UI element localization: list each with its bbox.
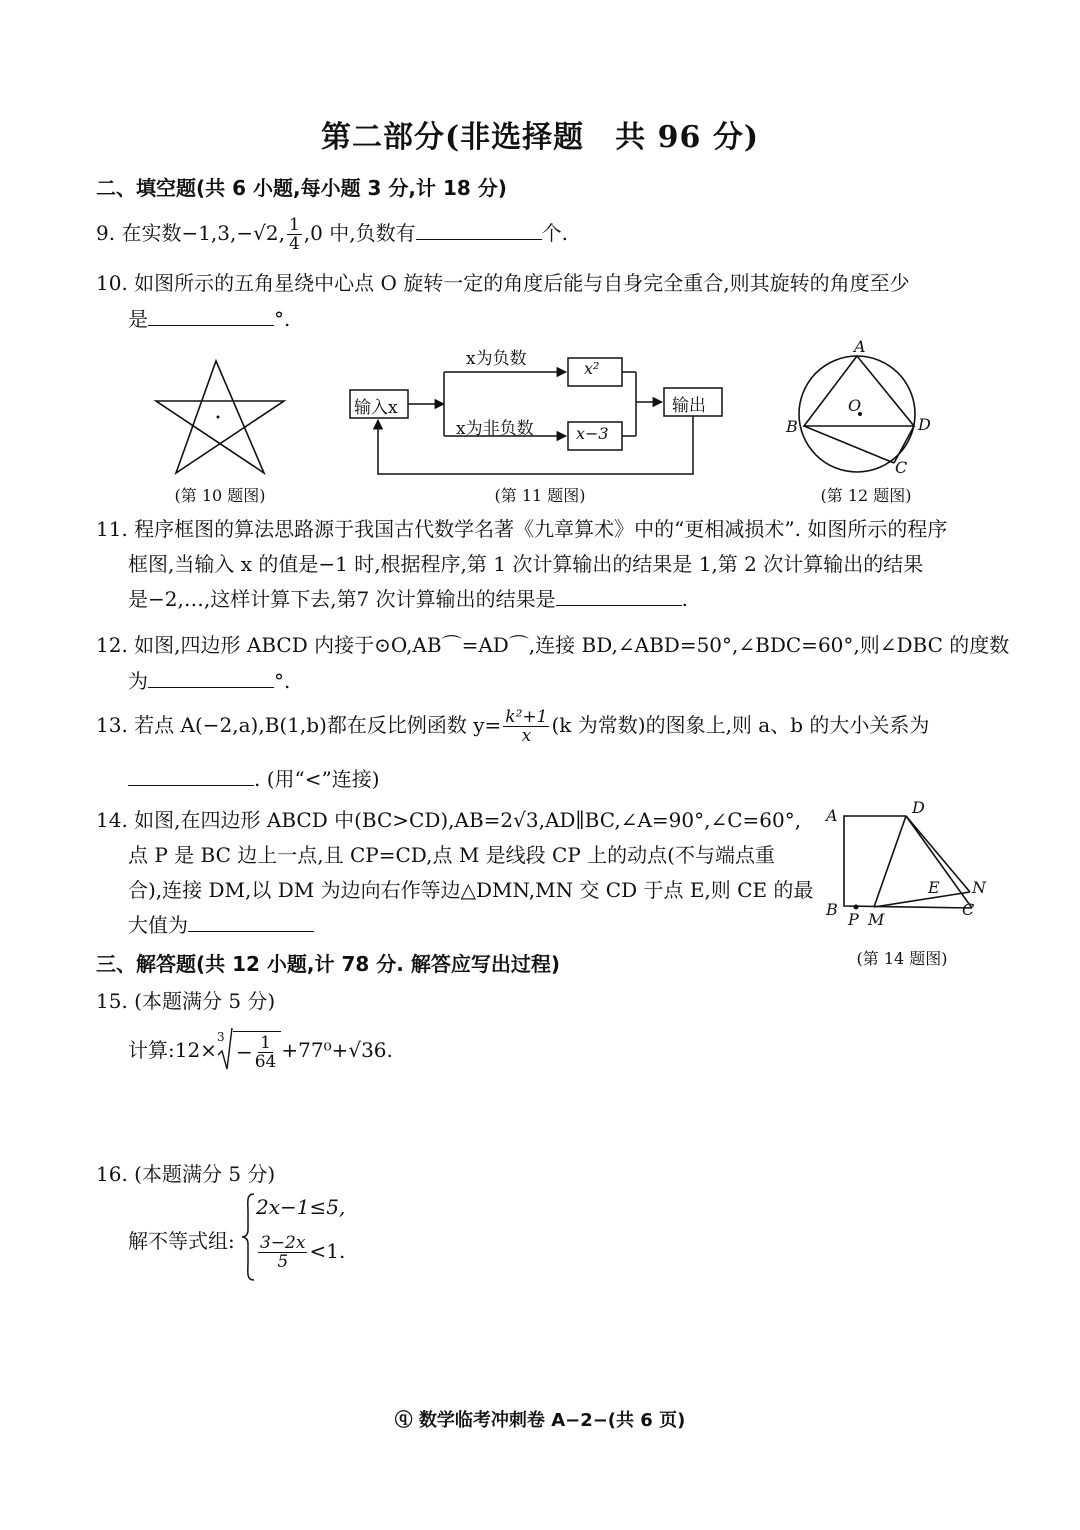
q16-fraction	[258, 1234, 307, 1271]
fc-negative-label: x为负数	[466, 349, 527, 369]
q15-fraction	[255, 1034, 277, 1071]
fig12-label-d: D	[918, 415, 931, 434]
q12-answer-blank[interactable]	[148, 665, 274, 688]
q16-inequality-1: 2x−1≤5,	[256, 1195, 346, 1219]
q13-text: 13. 若点 A(−2,a),B(1,b)都在反比例函数 y=	[96, 713, 502, 737]
fig14-label-p: P	[848, 910, 859, 929]
fig10-caption: (第 10 题图)	[174, 486, 266, 505]
fig12-label-b: B	[786, 417, 798, 436]
q13-answer-blank[interactable]	[128, 763, 254, 786]
q13-frac-num: k²+1	[505, 707, 548, 727]
question-9	[96, 216, 568, 253]
q16-inequality-2	[256, 1234, 345, 1271]
q12-line-1: 12. 如图,四边形 ABCD 内接于⊙O,AB⌒=AD⌒,连接 BD,∠ABD=50°,∠BDC=60°,则∠DBC 的度数	[96, 633, 1010, 657]
fc-minus-three-label: x−3	[576, 424, 609, 443]
q16-ineq2-post: <1.	[309, 1239, 346, 1263]
radical-icon	[217, 1027, 233, 1071]
q15-text-post: +77⁰+√36.	[281, 1038, 393, 1062]
fig12-label-a: A	[854, 337, 866, 356]
q11-line-1: 11. 程序框图的算法思路源于我国古代数学名著《九章算术》中的“更相减损术”. 如图所示的程序	[96, 517, 948, 541]
q9-answer-blank[interactable]	[416, 217, 542, 240]
fig12-label-o: O	[848, 396, 862, 415]
figure-10-star	[150, 355, 290, 480]
q9-tail: 个.	[541, 221, 568, 245]
page-title: 第二部分(非选择题 共 96 分)	[320, 120, 760, 155]
question-13	[96, 708, 929, 745]
q10-line-1: 10. 如图所示的五角星绕中心点 O 旋转一定的角度后能与自身完全重合,则其旋转的角度至少	[96, 271, 910, 295]
q14-line-4	[128, 908, 314, 942]
q16-frac-num: 3−2x	[260, 1233, 306, 1253]
q13-frac-den: x	[521, 726, 532, 746]
fig14-label-d: D	[912, 798, 925, 817]
q14-line-1: 14. 如图,在四边形 ABCD 中(BC>CD),AB=2√3,AD∥BC,∠A=90°,∠C=60°,	[96, 808, 802, 832]
q11-answer-blank[interactable]	[556, 583, 682, 606]
q15-frac-num: 1	[260, 1032, 271, 1053]
q11-text: 是−2,…,这样计算下去,第7 次计算输出的结果是	[128, 587, 556, 611]
q11-tail: .	[681, 587, 688, 611]
q10-answer-blank[interactable]	[148, 303, 274, 326]
fig14-caption: (第 14 题图)	[856, 949, 948, 968]
q10-line-2	[128, 302, 290, 336]
fc-square-label: x²	[584, 359, 600, 378]
q9-text-post: ,0 中,负数有	[303, 221, 416, 245]
q11-line-3	[128, 582, 688, 616]
q14-text: 大值为	[128, 913, 188, 937]
q14-answer-blank[interactable]	[188, 909, 314, 932]
fig14-label-e: E	[928, 878, 940, 897]
fc-output-label: 输出	[672, 396, 706, 416]
q14-line-2: 点 P 是 BC 边上一点,且 CP=CD,点 M 是线段 CP 上的动点(不与端点重	[128, 843, 775, 867]
star-shape	[156, 361, 284, 473]
q15-root-index: 3	[216, 1030, 225, 1044]
q12-unit: °.	[274, 669, 291, 693]
q9-frac-den: 4	[288, 234, 300, 254]
q15-frac-den: 64	[254, 1051, 277, 1072]
fig12-label-c: C	[895, 458, 908, 477]
fig14-label-m: M	[868, 910, 885, 929]
q9-fraction	[287, 216, 302, 253]
q16-text: 解不等式组:	[128, 1229, 235, 1253]
q9-frac-num: 1	[288, 215, 300, 235]
fig14-label-b: B	[826, 900, 838, 919]
fig14-label-n: N	[972, 878, 986, 897]
q16-head: 16. (本题满分 5 分)	[96, 1162, 276, 1186]
fig14-label-a: A	[826, 806, 838, 825]
q15-text: 计算:12×	[128, 1038, 217, 1062]
figure-12-circle	[790, 340, 940, 480]
q13-note: . (用“<”连接)	[254, 767, 380, 791]
section-2-header: 二、填空题(共 6 小题,每小题 3 分,计 18 分)	[96, 176, 507, 200]
star-center-point	[217, 416, 220, 419]
q15-neg: −	[235, 1040, 253, 1064]
section-3-header: 三、解答题(共 12 小题,计 78 分. 解答应写出过程)	[96, 952, 560, 976]
q10-unit: °.	[274, 307, 291, 331]
q15-expression	[128, 1030, 393, 1072]
fc-nonnegative-label: x为非负数	[456, 419, 534, 439]
q12-line-2	[128, 664, 290, 698]
q16-frac-den: 5	[277, 1252, 289, 1272]
q11-line-2: 框图,当输入 x 的值是−1 时,根据程序,第 1 次计算输出的结果是 1,第 2 次计算输出的结果	[128, 552, 924, 576]
q9-text: 9. 在实数−1,3,−√2,	[96, 221, 285, 245]
brace-icon	[240, 1192, 256, 1282]
fig14-label-c: C	[962, 900, 975, 919]
q14-line-3: 合),连接 DM,以 DM 为边向右作等边△DMN,MN 交 CD 于点 E,则 CE 的最	[128, 878, 814, 902]
q15-head: 15. (本题满分 5 分)	[96, 989, 276, 1013]
q13-line-2	[128, 762, 380, 796]
q12-text: 为	[128, 669, 148, 693]
q13-text-post: (k 为常数)的图象上,则 a、b 的大小关系为	[551, 713, 930, 737]
q15-cube-root	[217, 1031, 281, 1072]
q10-text: 是	[128, 307, 148, 331]
fig11-caption: (第 11 题图)	[494, 486, 586, 505]
fc-input-label: 输入x	[354, 398, 398, 418]
fig12-caption: (第 12 题图)	[820, 486, 912, 505]
page-footer: ⓠ 数学临考冲刺卷 A−2−(共 6 页)	[394, 1410, 686, 1431]
q13-fraction	[503, 708, 549, 745]
